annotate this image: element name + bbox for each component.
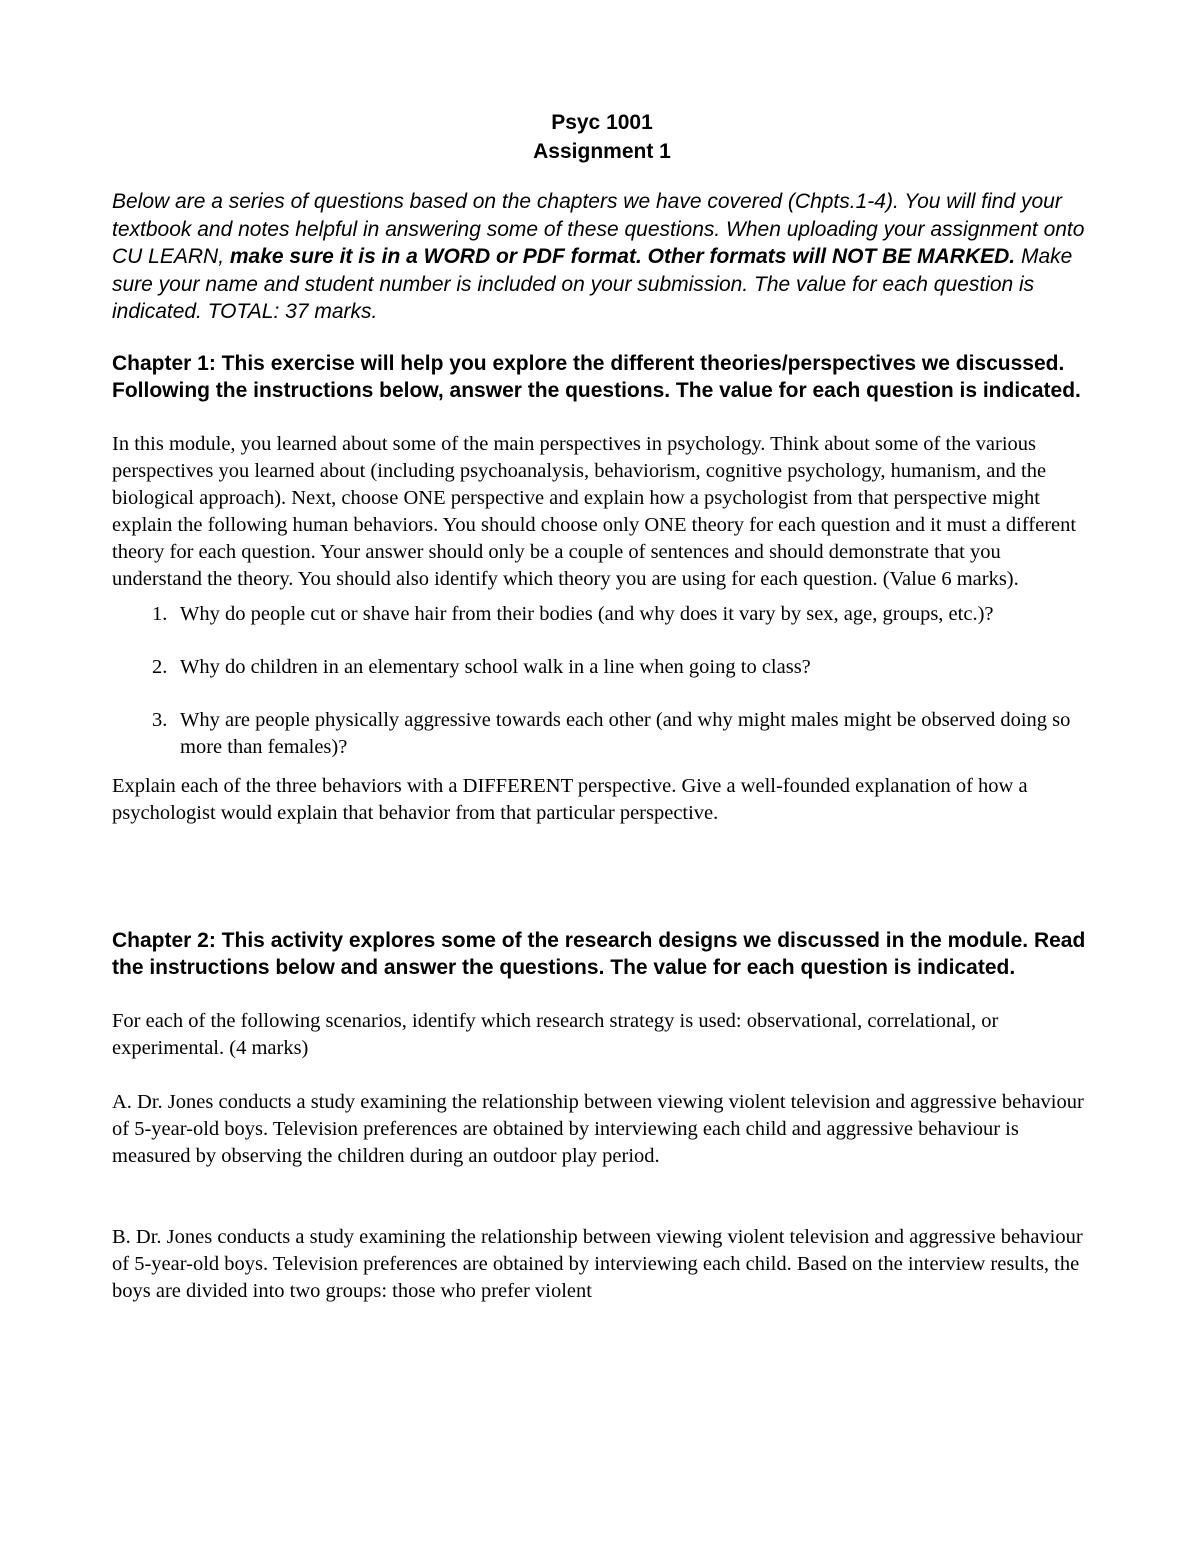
assignment-title: Assignment 1 — [533, 140, 671, 163]
question-text: Why are people physically aggressive towards each other (and why might males might be observed doing so more than females)? — [180, 708, 1071, 758]
chapter1-instructions: In this module, you learned about some of the main perspectives in psychology. Think about some of the various perspectives you learned about (including psychoanalysis, behaviorism, cognitive psychology, humanism, and the biological approach). Next, choose ONE perspective and explain how a psychologist from that perspective might explain the following human behaviors. You should choose only ONE theory for each question and it must a different theory for each question. Your answer should only be a couple of sentences and should demonstrate that you understand the theory. You should also identify which theory you are using for each question. (Value 6 marks). — [112, 432, 1077, 590]
chapter1-question-list — [112, 601, 1092, 761]
question-number: 1. — [152, 602, 168, 625]
intro-paragraph — [112, 188, 1092, 326]
document-page — [112, 108, 1092, 1305]
chapter2-instructions: For each of the following scenarios, identify which research strategy is used: observational, correlational, or experimental. (4 marks) — [112, 1009, 999, 1059]
question-text: Why do children in an elementary school walk in a line when going to class? — [180, 655, 811, 678]
chapter1-heading: Chapter 1: This exercise will help you explore the different theories/perspectives we discussed. Following the instructions below, answer the questions. The value for each question is indicated. — [112, 351, 1081, 402]
question-item — [112, 654, 1092, 681]
chapter2-heading: Chapter 2: This activity explores some of the research designs we discussed in the module. Read the instructions below and answer the questions. The value for each question is indicated. — [112, 928, 1086, 979]
question-text: Why do people cut or shave hair from their bodies (and why does it vary by sex, age, groups, etc.)? — [180, 602, 994, 625]
intro-text-part1: Below are a series of questions based on the chapters we have covered (Chpts.1-4). You will find your textbook and notes helpful in answering some of these questions. When uploading your assignment onto CU LEARN, — [112, 190, 1085, 268]
question-item — [112, 707, 1092, 761]
course-title: Psyc 1001 — [551, 111, 653, 134]
intro-format-warning: make sure it is in a WORD or PDF format. Other formats will NOT BE MARKED. — [229, 245, 1016, 268]
intro-text-part2: Make sure your name and student number is included on your submission. The value for each question is indicated. TOTAL: 37 marks. — [112, 245, 1073, 323]
question-number: 2. — [152, 655, 168, 678]
chapter1-closing: Explain each of the three behaviors with a DIFFERENT perspective. Give a well-founded explanation of how a psychologist would explain that behavior from that particular perspective. — [112, 774, 1028, 824]
question-number: 3. — [152, 708, 168, 731]
scenario-a: A. Dr. Jones conducts a study examining the relationship between viewing violent television and aggressive behaviour of 5-year-old boys. Television preferences are obtained by interviewing each child and aggressive behaviour is measured by observing the children during an outdoor play period. — [112, 1090, 1084, 1167]
question-item — [112, 601, 1092, 628]
scenario-b: B. Dr. Jones conducts a study examining the relationship between viewing violent television and aggressive behaviour of 5-year-old boys. Television preferences are obtained by interviewing each child. Based on the interview results, the boys are divided into two groups: those who prefer violent — [112, 1225, 1083, 1302]
